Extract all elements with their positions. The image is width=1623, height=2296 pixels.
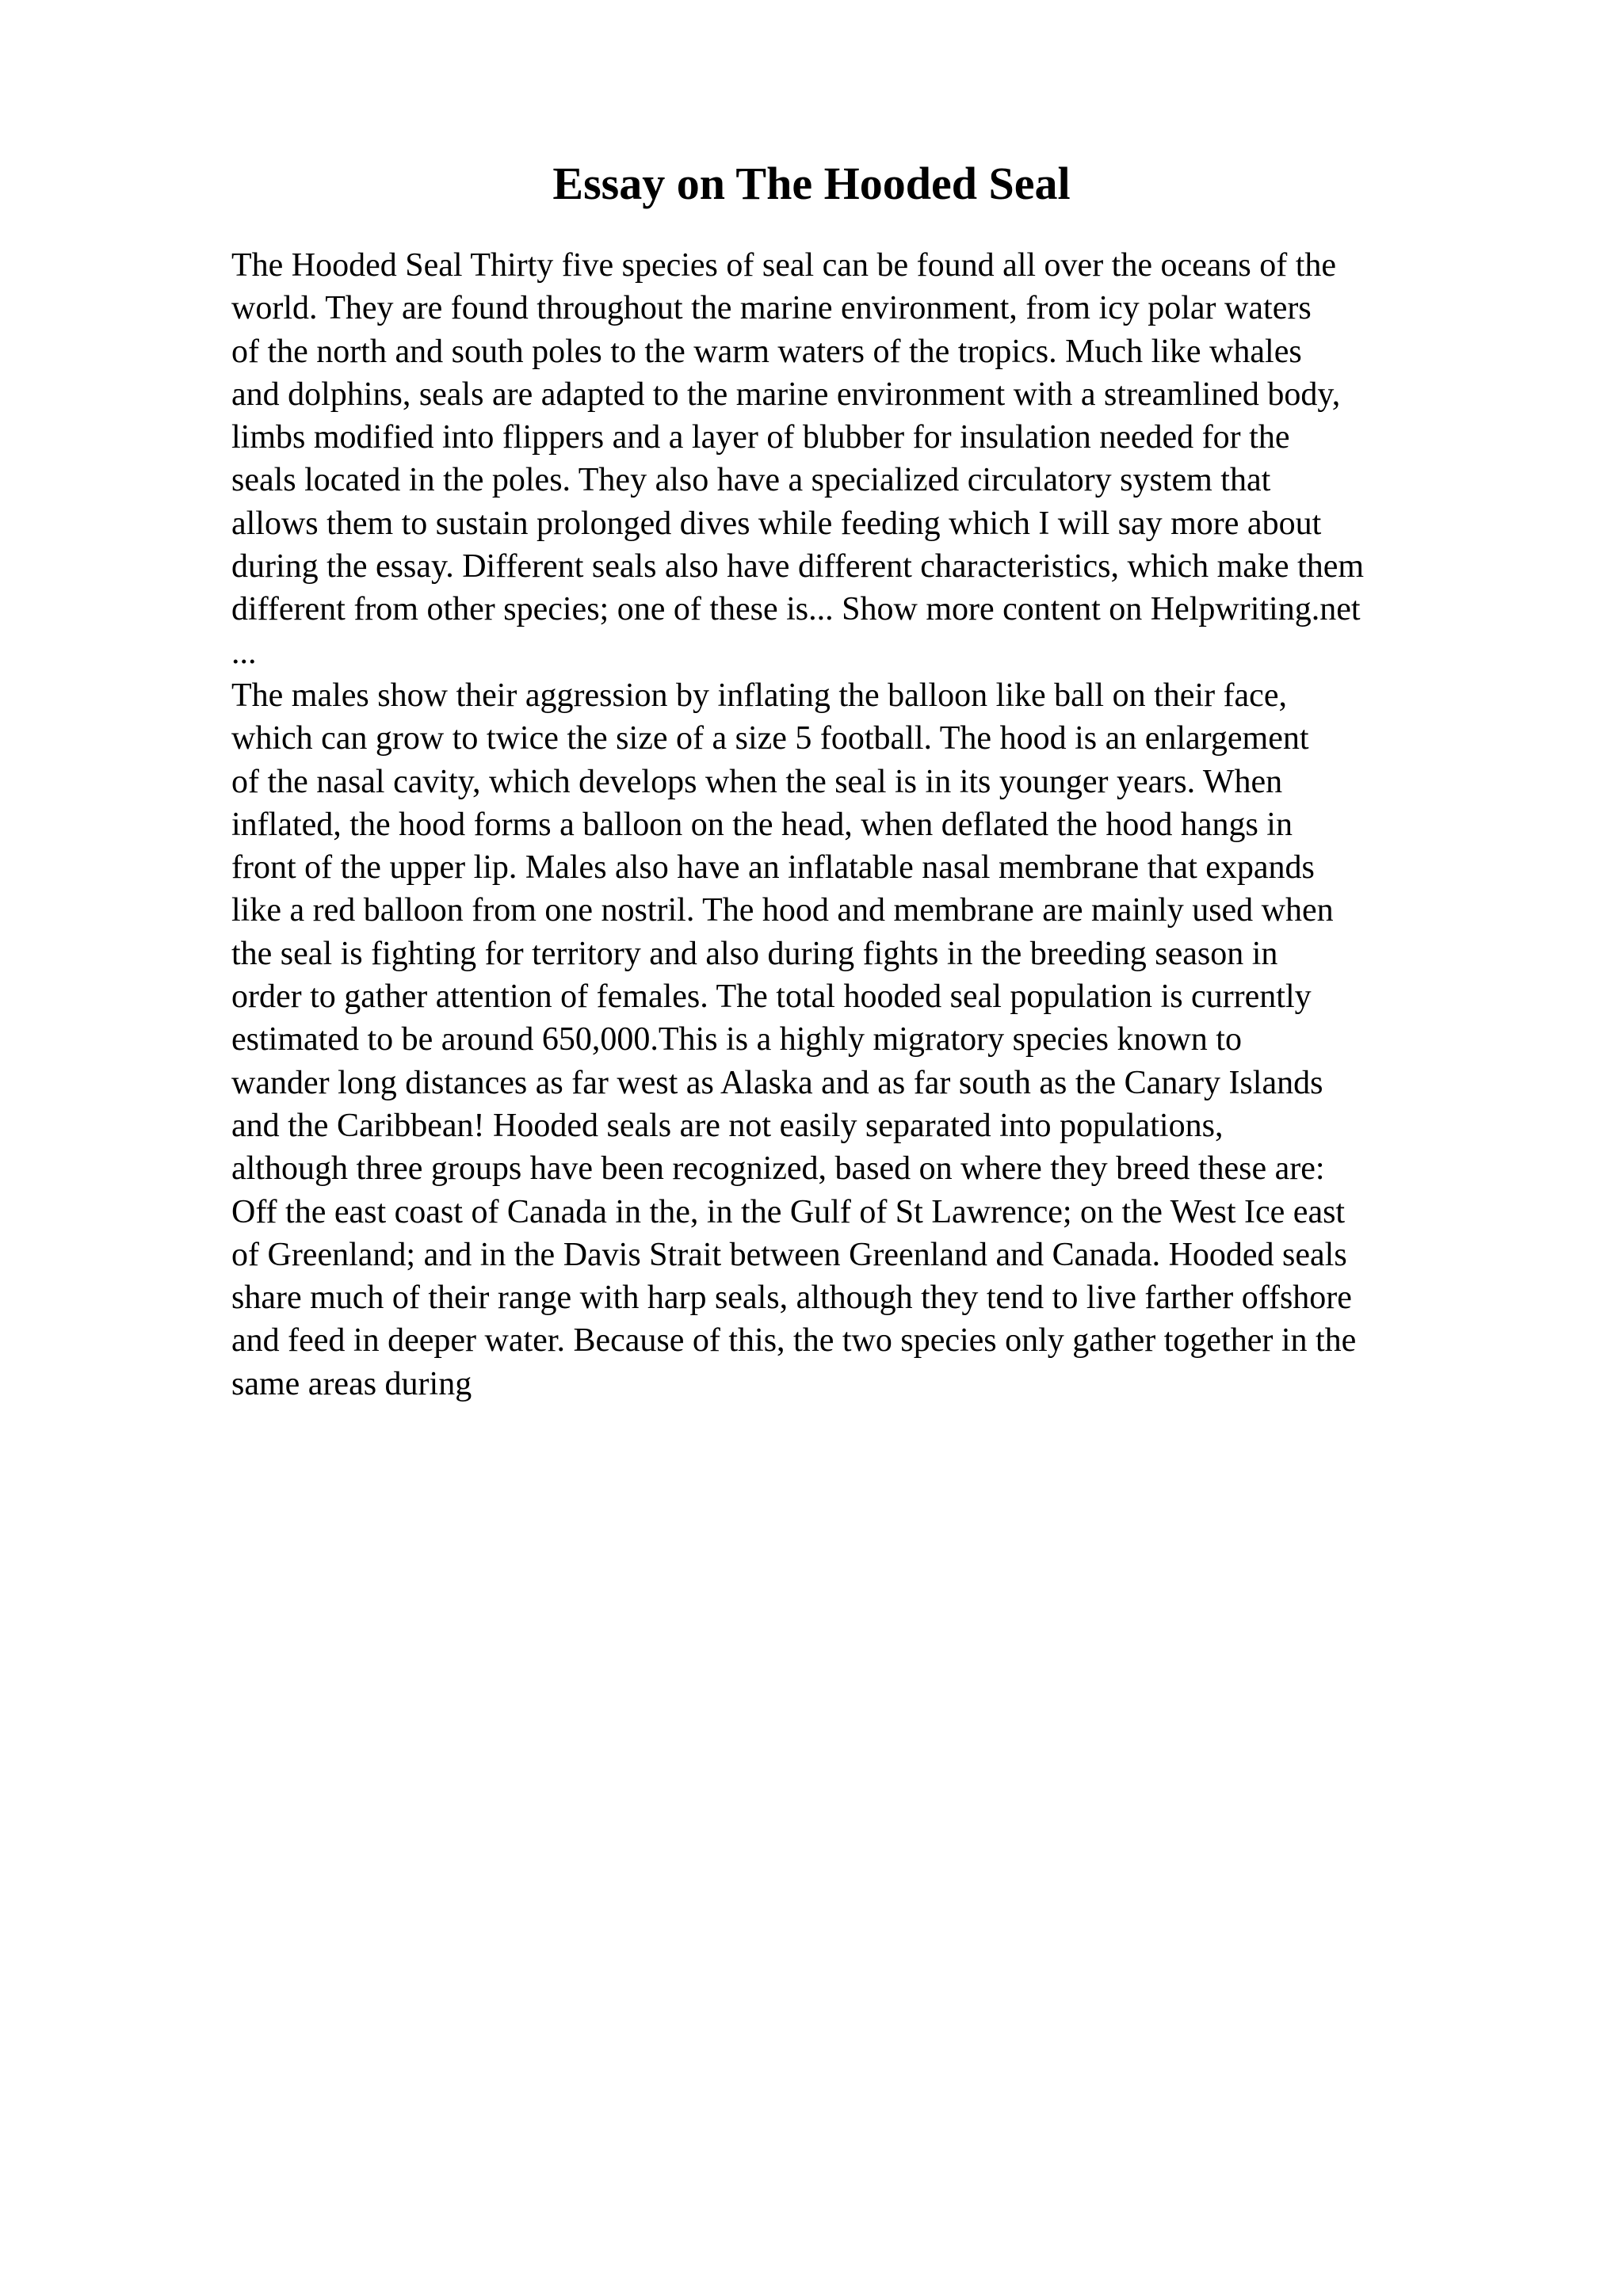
text-line: The males show their aggression by inflating the balloon like ball on their face, <box>231 677 1287 714</box>
text-line: different from other species; one of these is... Show more content on Helpwriting.net <box>231 591 1361 628</box>
text-line: inflated, the hood forms a balloon on the head, when deflated the hood hangs in <box>231 806 1293 843</box>
text-line: of Greenland; and in the Davis Strait between Greenland and Canada. Hooded seals <box>231 1236 1347 1273</box>
text-line: during the essay. Different seals also have different characteristics, which make them <box>231 548 1365 585</box>
text-line: and the Caribbean! Hooded seals are not easily separated into populations, <box>231 1107 1224 1144</box>
page-title: Essay on The Hooded Seal <box>552 158 1071 209</box>
text-line: although three groups have been recognized, based on where they breed these are: <box>231 1150 1325 1188</box>
essay-body <box>231 244 1515 1405</box>
text-line: share much of their range with harp seals, although they tend to live farther offshore <box>231 1280 1352 1317</box>
text-line: same areas during <box>231 1365 472 1402</box>
text-line: seals located in the poles. They also have a specialized circulatory system that <box>231 462 1271 499</box>
text-line: The Hooded Seal Thirty five species of seal can be found all over the oceans of the <box>231 247 1337 284</box>
text-line: order to gather attention of females. The total hooded seal population is currently <box>231 978 1312 1016</box>
text-line: and feed in deeper water. Because of this, the two species only gather together in the <box>231 1322 1357 1360</box>
text-line: and dolphins, seals are adapted to the marine environment with a streamlined body, <box>231 376 1341 413</box>
text-line: wander long distances as far west as Alaska and as far south as the Canary Islands <box>231 1064 1323 1101</box>
text-line: of the nasal cavity, which develops when the seal is in its younger years. When <box>231 763 1283 800</box>
text-line: Off the east coast of Canada in the, in the Gulf of St Lawrence; on the West Ice east <box>231 1193 1346 1230</box>
text-line: the seal is fighting for territory and also during fights in the breeding season in <box>231 935 1278 972</box>
text-line: of the north and south poles to the warm waters of the tropics. Much like whales <box>231 333 1302 370</box>
text-line: like a red balloon from one nostril. The hood and membrane are mainly used when <box>231 892 1334 929</box>
text-line: limbs modified into flippers and a layer of blubber for insulation needed for the <box>231 419 1290 456</box>
text-line: estimated to be around 650,000.This is a highly migratory species known to <box>231 1021 1242 1058</box>
text-line: allows them to sustain prolonged dives while feeding which I will say more about <box>231 505 1322 542</box>
text-line: front of the upper lip. Males also have an inflatable nasal membrane that expands <box>231 849 1315 887</box>
text-line: world. They are found throughout the marine environment, from icy polar waters <box>231 290 1312 327</box>
text-line: ... <box>231 634 257 671</box>
text-line: which can grow to twice the size of a size 5 football. The hood is an enlargement <box>231 720 1309 757</box>
